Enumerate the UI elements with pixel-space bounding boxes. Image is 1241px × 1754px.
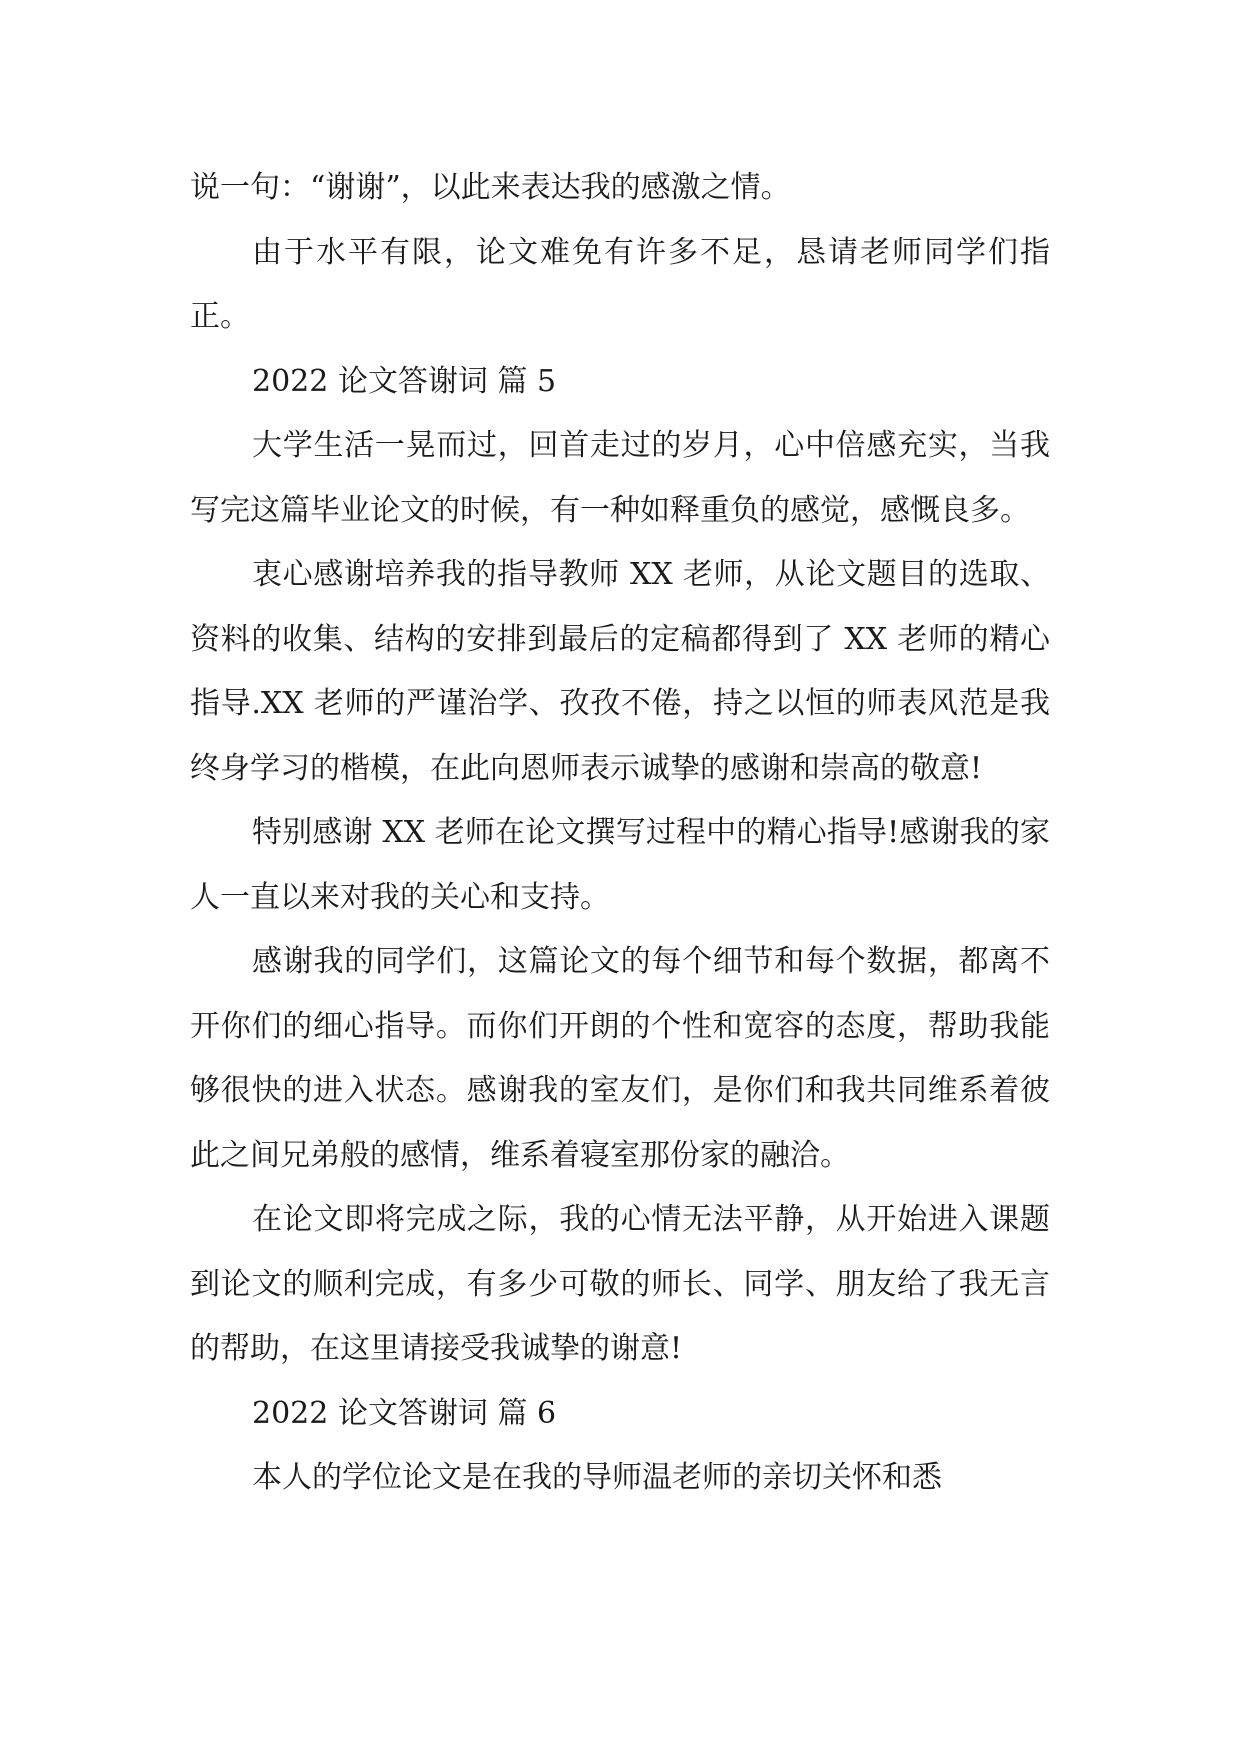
paragraph: 本人的学位论文是在我的导师温老师的亲切关怀和悉 xyxy=(252,1460,942,1495)
section-heading: 2022 论文答谢词 篇 6 xyxy=(252,1395,557,1431)
paragraph: 在论文即将完成之际，我的心情无法平静，从开始进入课题到论文的顺利完成，有多少可敬的师长、同学、朋友给了我无言的帮助，在这里请接受我诚挚的谢意! xyxy=(190,1202,1050,1366)
section-heading: 2022 论文答谢词 篇 5 xyxy=(252,363,557,399)
paragraph: 由于水平有限，论文难免有许多不足，恳请老师同学们指正。 xyxy=(190,234,1050,334)
paragraph: 感谢我的同学们，这篇论文的每个细节和每个数据，都离不开你们的细心指导。而你们开朗的个性和宽容的态度，帮助我能够很快的进入状态。感谢我的室友们，是你们和我共同维系着彼此之间兄弟般的感情，维系着寝室那份家的融洽。 xyxy=(190,944,1050,1173)
paragraph: 说一句：“谢谢”，以此来表达我的感激之情。 xyxy=(190,170,791,205)
document-body xyxy=(190,156,1050,1511)
paragraph: 衷心感谢培养我的指导教师 XX 老师，从论文题目的选取、资料的收集、结构的安排到最后的定稿都得到了 XX 老师的精心指导.XX 老师的严谨治学、孜孜不倦，持之以恒的师表风范是我终身学习的楷模，在此向恩师表示诚挚的感谢和崇高的敬意! xyxy=(190,557,1050,786)
paragraph: 特别感谢 XX 老师在论文撰写过程中的精心指导!感谢我的家人一直以来对我的关心和支持。 xyxy=(190,815,1050,915)
paragraph: 大学生活一晃而过，回首走过的岁月，心中倍感充实，当我写完这篇毕业论文的时候，有一种如释重负的感觉，感慨良多。 xyxy=(190,428,1050,528)
